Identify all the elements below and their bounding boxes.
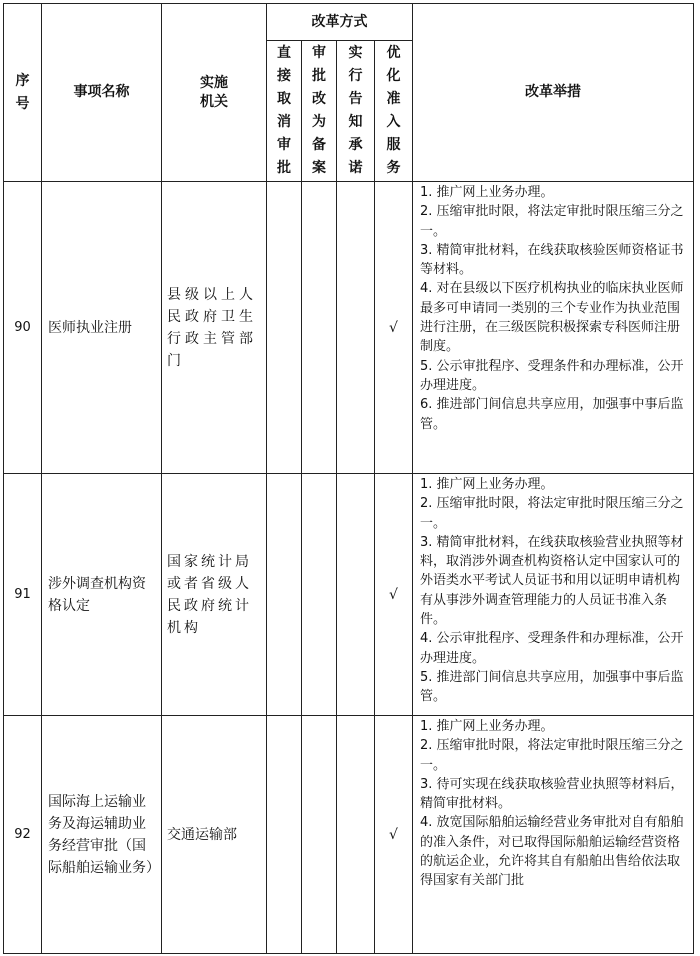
measure-item: 3. 精简审批材料，在线获取核验医师资格证书等材料。 [420, 242, 684, 278]
check-mark: √ [389, 319, 398, 336]
measure-item: 3. 待可实现在线获取核验营业执照等材料后，精简审批材料。 [420, 776, 684, 812]
row-org: 交通运输部 [167, 826, 237, 843]
row-item-name: 国际海上运输业务及海运辅助业务经营审批（国际船舶运输业务） [48, 793, 160, 876]
measure-item: 2. 压缩审批时限，将法定审批时限压缩三分之一。 [420, 738, 684, 773]
header-measures: 改革举措 [525, 84, 581, 100]
header-seq: 序号 [15, 72, 30, 112]
measure-item: 1. 推广网上业务办理。 [420, 719, 554, 734]
row-seq: 90 [14, 319, 31, 335]
header-method-cancel: 直接取消审批 [277, 45, 291, 176]
header-method-optimize: 优化准入服务 [386, 45, 401, 176]
row-seq: 91 [14, 586, 31, 602]
measure-item: 2. 压缩审批时限，将法定审批时限压缩三分之一。 [420, 204, 684, 239]
check-mark: √ [389, 586, 398, 603]
measure-item: 4. 对在县级以下医疗机构执业的临床执业医师最多可申请同一类别的三个专业作为执业范围进行注册，在三级医院积极探索专科医师注册制度。 [420, 281, 684, 355]
header-org: 实施机关 [200, 74, 228, 110]
header-reform-method: 改革方式 [311, 13, 368, 30]
measure-item: 6. 推进部门间信息共享应用，加强事中事后监管。 [420, 397, 684, 432]
measure-item: 3. 精简审批材料，在线获取核验营业执照等材料，取消涉外调查机构资格认定中国家认可的外语类水平考试人员证书和用以证明申请机构有从事涉外调查管理能力的人员证书准入条件。 [420, 534, 684, 628]
measure-item: 1. 推广网上业务办理。 [420, 185, 554, 200]
row-measures [413, 475, 693, 715]
measure-item: 2. 压缩审批时限，将法定审批时限压缩三分之一。 [420, 496, 684, 531]
check-mark: √ [389, 826, 398, 843]
measure-item: 5. 推进部门间信息共享应用，加强事中事后监管。 [420, 669, 684, 705]
measure-item: 1. 推广网上业务办理。 [420, 477, 554, 492]
measure-item: 5. 公示审批程序、受理条件和办理标准，公开办理进度。 [420, 358, 684, 393]
row-measures [413, 183, 693, 473]
header-item-name: 事项名称 [73, 84, 130, 100]
row-item-name: 医师执业注册 [48, 319, 132, 336]
row-org: 国家统计局或者省级人民政府统计机构 [167, 553, 252, 636]
measure-item: 4. 放宽国际船舶运输经营业务审批对自有船舶的准入条件，对已取得国际船舶运输经营资格的航运企业，允许将其自有船舶出售给依法取得国家有关部门批 [420, 815, 684, 889]
row-item-name: 涉外调查机构资格认定 [48, 575, 146, 614]
row-org: 县级以上人民政府卫生行政主管部门 [167, 286, 257, 369]
measure-item: 4. 公示审批程序、受理条件和办理标准，公开办理进度。 [420, 631, 684, 666]
row-measures [413, 717, 693, 953]
row-seq: 92 [14, 826, 31, 842]
header-method-filing: 审批改为备案 [312, 45, 326, 176]
header-method-notify: 实行告知承诺 [348, 45, 363, 176]
